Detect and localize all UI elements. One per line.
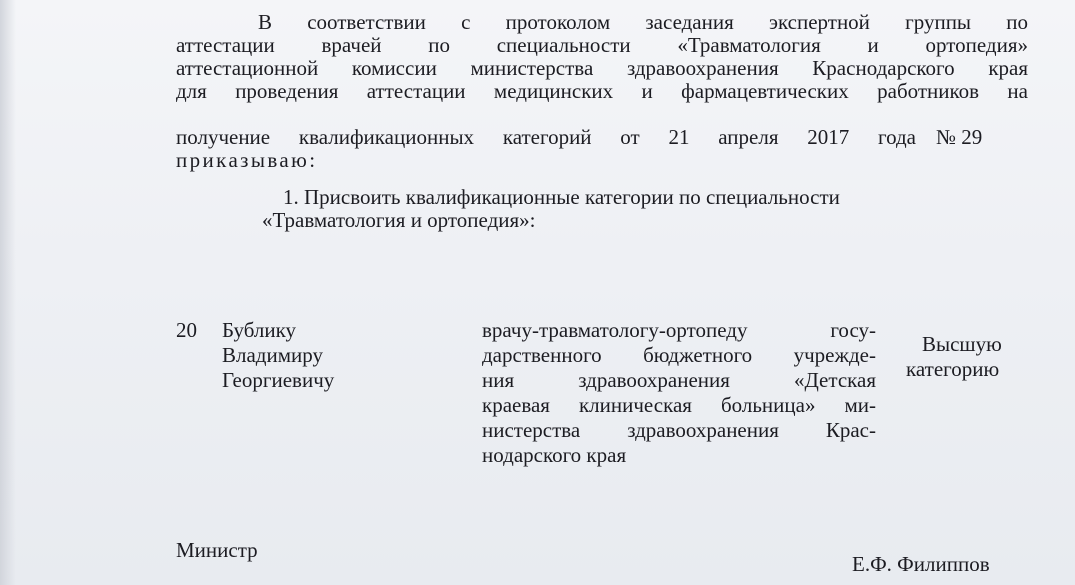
person-surname: Бублику (222, 318, 297, 342)
category-line-2: категорию (906, 357, 1000, 381)
position-line-3: дарственного бюджетного учрежде- (482, 343, 876, 367)
protocol-date-text: получение квалификационных категорий от 21 апреля 2017 года (176, 125, 916, 149)
signature-name: Е.Ф. Филиппов (852, 552, 990, 576)
item-1-line-2: «Травматология и ортопедия»: (262, 208, 536, 232)
position-line-6: нистерства здравоохранения Крас- (482, 418, 876, 442)
row-number: 20 (176, 318, 197, 342)
position-line-5: краевая клиническая больница» ми- (482, 393, 876, 417)
preamble-line-3: аттестации врачей по специальности «Травматология и ортопедия» (176, 33, 1028, 57)
preamble-line-6 (176, 125, 1006, 149)
protocol-number: № 29 (936, 125, 983, 149)
preamble-line-1: В соответствии с протоколом заседания экспертной группы по (258, 10, 1028, 34)
position-line-4: ния здравоохранения «Детская (482, 368, 876, 392)
person-patronymic: Георгиевичу (222, 368, 335, 392)
scan-edge-shadow (0, 0, 16, 585)
preamble-line-4-visual: для проведения аттестации медицинских и фармацевтических работников на (176, 79, 1028, 103)
person-first-name: Владимиру (222, 343, 323, 367)
position-line-2: врачу-травматологу-ортопеду госу- (482, 318, 876, 342)
item-1-line-1: 1. Присвоить квалификационные категории по специальности (283, 185, 840, 209)
minister-label: Министр (176, 538, 258, 562)
order-word: приказываю: (176, 148, 318, 172)
preamble-line-3-visual: аттестационной комиссии министерства здравоохранения Краснодарского края (176, 56, 1028, 80)
category-line-1: Высшую (922, 332, 1002, 356)
position-line-7: нодарского края (482, 443, 627, 467)
